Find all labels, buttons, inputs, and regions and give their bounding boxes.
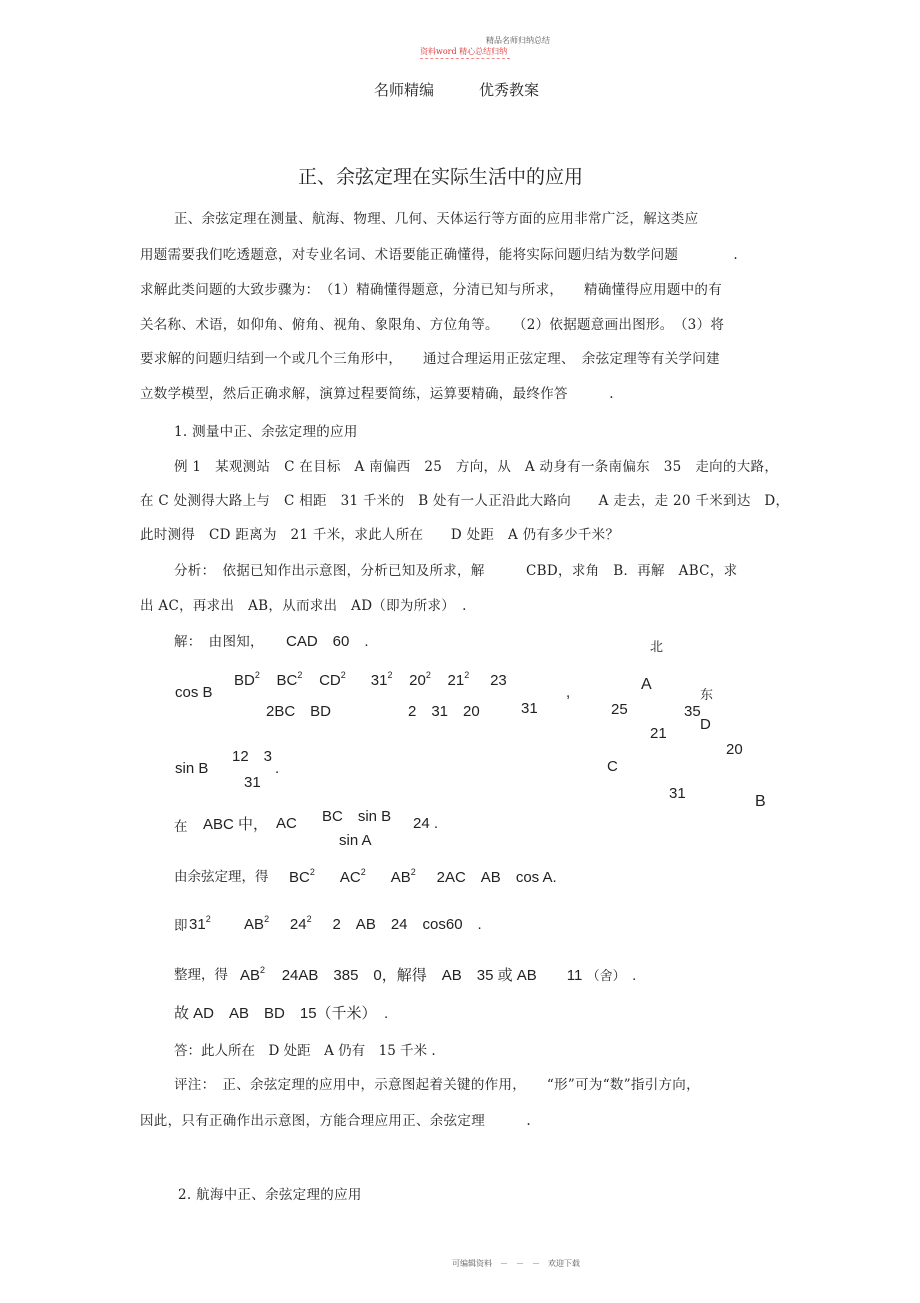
diagram-point-d: D	[700, 716, 711, 733]
diagram-point-b: B	[755, 793, 766, 810]
ji-equation: $31^2$ $AB^2$ $24^2$ 2 AB 24 cos60 .	[189, 914, 482, 933]
example-line: 在 C 处测得大路上与 C 相距 31 千米的 B 处有一人正沿此大路向 A 走去，走 20 千米到达 D，	[140, 493, 790, 509]
cosb-numerator: $BD^2$ $BC^2$ $CD^2$ $31^2$ $20^2$ $21^2$ 23	[234, 670, 507, 689]
zl-equation: $AB^2$ 24AB 385 0，解得 AB 35 或 AB 11 （舍） .	[240, 965, 637, 984]
ac-numerator: BC sin B	[322, 808, 392, 825]
ac-value: 24 .	[413, 815, 439, 832]
cosine-equation: $BC^2$ $AC^2$ $AB^2$ 2AC AB cos A.	[289, 867, 557, 886]
sinb-dot: .	[275, 760, 280, 777]
header-title: 名师精编 优秀教案	[374, 81, 540, 99]
ac-prefix: 在	[174, 819, 188, 835]
ac-triangle: ABC 中，	[203, 816, 269, 833]
ji-prefix: 即	[174, 918, 188, 934]
sinb-numerator: 12 3	[232, 748, 273, 765]
ac-denominator: sin A	[339, 832, 372, 849]
diagram-angle-25: 25	[611, 701, 628, 718]
header-dashed-line	[420, 58, 510, 59]
section-heading: 2. 航海中正、余弦定理的应用	[178, 1187, 362, 1203]
conclusion-line: 故 AD AB BD 15（千米） .	[174, 1005, 389, 1022]
answer-line: 答：此人所在 D 处距 A 仍有 15 千米 .	[174, 1043, 436, 1059]
cosine-prefix: 由余弦定理，得	[174, 869, 269, 885]
cosb-den-1: 2BC BD	[266, 703, 332, 720]
footer-text: 可编辑资料 － － － 欢迎下载	[452, 1259, 580, 1268]
sinb-denominator: 31	[244, 774, 261, 791]
analysis-line: 分析： 依据已知作出示意图，分析已知及所求，解 CBD，求角 B．再解 ABC，求	[174, 563, 738, 579]
header-small-text: 精品名师归纳总结	[486, 36, 550, 45]
cosb-label: cos B	[175, 684, 213, 701]
diagram-length-20: 20	[726, 741, 743, 758]
cosb-comma: ,	[566, 684, 571, 701]
intro-line: 用题需要我们吃透题意，对专业名词、术语要能正确懂得，能将实际问题归结为数学问题 .	[140, 247, 738, 263]
solution-label: 解： 由图知，	[174, 634, 264, 650]
example-line: 此时测得 CD 距离为 21 千米，求此人所在 D 处距 A 仍有多少千米？	[140, 527, 620, 543]
diagram-length-21: 21	[650, 725, 667, 742]
document-title: 正、余弦定理在实际生活中的应用	[298, 166, 584, 188]
diagram-point-a: A	[641, 676, 652, 693]
diagram-angle-35: 35	[684, 703, 701, 720]
intro-line: 立数学模型，然后正确求解，演算过程要简练，运算要精确，最终作答 .	[140, 386, 614, 402]
diagram-length-31: 31	[669, 785, 686, 802]
comment-line: 评注： 正、余弦定理的应用中，示意图起着关键的作用， “形”可为“数”指引方向，	[174, 1077, 700, 1093]
diagram-point-c: C	[607, 758, 618, 775]
analysis-line: 出 AC，再求出 AB，从而求出 AD（即为所求） .	[140, 598, 467, 614]
solution-math: CAD 60 .	[286, 633, 369, 650]
intro-line: 要求解的问题归结到一个或几个三角形中， 通过合理运用正弦定理、 余弦定理等有关学问建	[140, 351, 720, 367]
zl-prefix: 整理，得	[174, 967, 228, 983]
intro-line: 关名称、术语，如仰角、俯角、视角、象限角、方位角等。 （2）依据题意画出图形。 （3）将	[140, 317, 725, 333]
diagram-east: 东	[700, 688, 714, 703]
section-heading: 1. 测量中正、余弦定理的应用	[174, 424, 358, 440]
ac-label: AC	[276, 815, 297, 832]
intro-line: 求解此类问题的大致步骤为： （1）精确懂得题意，分清已知与所求， 精确懂得应用题中的有	[140, 282, 723, 298]
sinb-label: sin B	[175, 760, 209, 777]
cosb-den-2: 2 31 20	[408, 703, 480, 720]
comment-line: 因此，只有正确作出示意图，方能合理应用正、余弦定理 .	[140, 1113, 531, 1129]
header-red-text: 资料word 精心总结归纳	[420, 47, 508, 56]
cosb-den-3: 31	[521, 700, 538, 717]
diagram-north: 北	[650, 640, 664, 655]
example-line: 例 1 某观测站 C 在目标 A 南偏西 25 方向，从 A 动身有一条南偏东 35 走向的大路，	[174, 459, 779, 475]
intro-line: 正、余弦定理在测量、航海、物理、几何、天体运行等方面的应用非常广泛，解这类应	[174, 211, 699, 227]
